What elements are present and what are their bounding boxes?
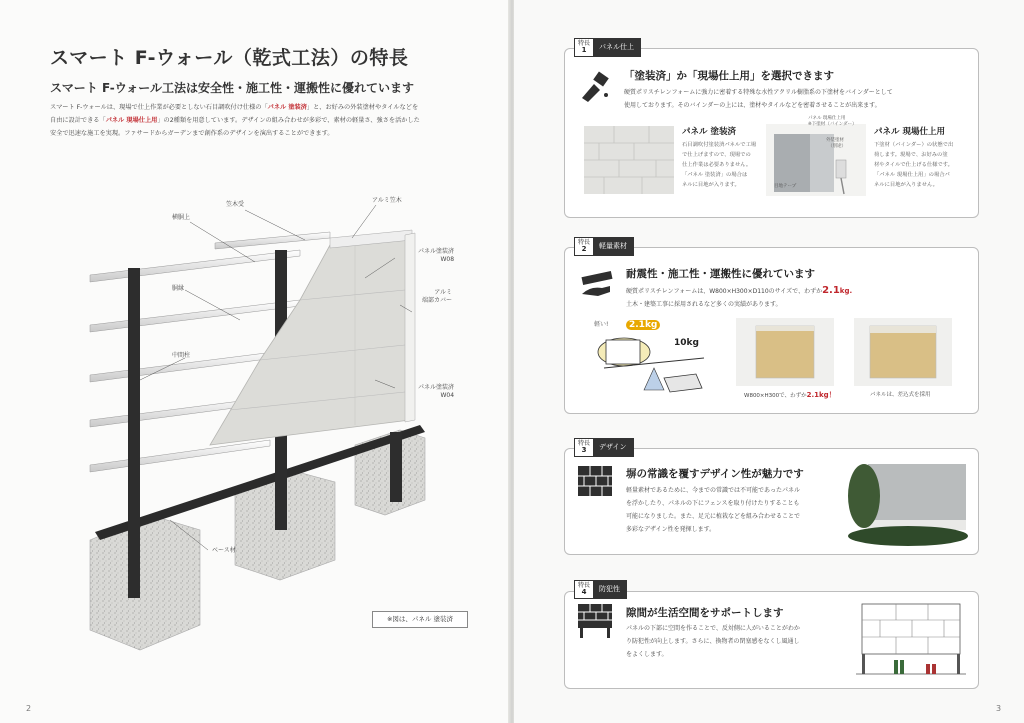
brick-wall-icon bbox=[578, 466, 612, 498]
feature4-body: パネルの下部に空間を作ることで、反対側に人がいることがわか り防犯性が向上します。さらに、換物者の閉塞感をなくし風通し をよくします。 bbox=[626, 625, 800, 658]
img-label-site-finish: パネル 現場仕上用 bbox=[808, 116, 846, 121]
foam-panel-photo-2 bbox=[854, 318, 952, 386]
garden-wall-photo bbox=[848, 456, 972, 548]
painted-panel-photo bbox=[584, 126, 674, 194]
feature4-heading: 隙間が生活空間をサポートします bbox=[626, 607, 784, 619]
left-page bbox=[0, 0, 510, 723]
intro-paragraph: スマート F-ウォールは、現場で仕上作業が必要としない石目調吹付け仕様の「パネル 塗装済」と、お好みの外装塗材やタイルなどを 自由に設計できる「パネル 現場仕上用」の2種類を用意しています。デザインの組み合わせが多彩で、素材の軽量さ、強さを活かした 安全で迅速な施工を実現。ファサードからガーデンまで創作系のデザインを演出することができます。 bbox=[50, 104, 420, 137]
feature-badge-3: 特長 3 デザイン bbox=[574, 438, 634, 457]
page-subtitle: スマート F-ウォール工法は安全性・施工性・運搬性に優れています bbox=[50, 81, 415, 95]
illus-weight-heavy: 10kg bbox=[674, 338, 699, 348]
callout-base: ベース材 bbox=[212, 547, 236, 554]
sub-panel-painted-body: 石目調吹付塗装済パネルで工場 で仕上げますので、現場での 仕上作業は必要ありません。 「パネル 塗装済」の場合は ネルに目地が入ります。 bbox=[682, 142, 757, 188]
feature3-body: 軽量素材であるために、今までの常識では不可能であったパネル を浮かしたり、パネルの下にフェンスを取り付けたりすることも 可能になりました。また、足元に植栽などを組み合わせることで 多彩なデザイン性を発揮します。 bbox=[626, 487, 801, 533]
foam-panel-photo-1 bbox=[736, 318, 834, 386]
sub-panel-site-title: パネル 現場仕上用 bbox=[874, 127, 945, 137]
feature1-body: 硬質ポリスチレンフォームに強力に密着する特殊な水性アクリル樹脂系の下塗材をバインダーとして 使用しております。そのバインダーの上には、塗材やタイルなどを密着させることが出来ます。 bbox=[624, 89, 893, 109]
security-gap-illustration bbox=[856, 598, 966, 680]
callout-aluminum-cover: アルミ 端部カバー bbox=[422, 289, 453, 304]
feature-badge-1: 特長 1 パネル仕上 bbox=[574, 38, 641, 57]
callout-yoko-dobuchi: 横胴上 bbox=[172, 214, 191, 221]
caption-insert-type: パネルは、差込式を採用 bbox=[870, 392, 931, 398]
illus-weight-light: 2.1kg bbox=[626, 320, 660, 330]
paint-brush-icon bbox=[578, 70, 612, 104]
callout-aluminum-kasagi: アルミ笠木 bbox=[372, 197, 402, 204]
feature2-body: 硬質ポリスチレンフォームは、W800×H300×D110のサイズで、わずか2.1kg. 土木・建築工事に採用されるなど多くの実績があります。 bbox=[626, 285, 853, 308]
sub-panel-site-body: 下塗材（バインダー）の状態で出 荷します。現場で、お好みの塗 材やタイルで仕上げる仕様です。 「パネル 現場仕上用」の場合パ ネルに目地が入りません。 bbox=[874, 142, 954, 188]
img-label-separate: （別途） bbox=[828, 144, 846, 149]
img-label-outer-coat: 外装塗材 bbox=[826, 138, 844, 143]
wall-gap-icon bbox=[578, 604, 612, 638]
callout-dobuchi: 胴縁 bbox=[172, 285, 185, 292]
hand-lifting-icon bbox=[580, 270, 614, 300]
img-label-joint-tape: 目地テープ bbox=[774, 184, 797, 189]
figure-note: ※図は、パネル 塗装済 bbox=[372, 611, 468, 628]
feature3-heading: 塀の常識を覆すデザイン性が魅力です bbox=[626, 468, 804, 480]
img-label-binder: ※下塗材（バインダー） bbox=[808, 122, 857, 127]
illus-light-label: 軽い! bbox=[594, 321, 609, 328]
caption-weight: W800×H300で、わずか2.1kg！ bbox=[744, 391, 836, 399]
callout-chukanbashira: 中間柱 bbox=[172, 352, 191, 359]
callout-panel-w08: パネル塗装済 W08 bbox=[418, 248, 455, 263]
callout-panel-w04: パネル塗装済 W04 bbox=[418, 384, 455, 399]
feature-badge-2: 特長 2 軽量素材 bbox=[574, 237, 634, 256]
callout-kasagi-uke: 笠木受 bbox=[226, 201, 245, 208]
right-page bbox=[514, 0, 1024, 723]
feature-badge-4: 特長 4 防犯性 bbox=[574, 580, 627, 599]
feature1-heading: 「塗装済」か「現場仕上用」を選択できます bbox=[624, 70, 834, 82]
page-number-left: 2 bbox=[26, 704, 32, 713]
page-title: スマート F-ウォール（乾式工法）の特長 bbox=[50, 47, 409, 69]
sub-panel-painted-title: パネル 塗装済 bbox=[682, 127, 736, 137]
page-number-right: 3 bbox=[996, 704, 1002, 713]
feature2-heading: 耐震性・施工性・運搬性に優れています bbox=[626, 268, 815, 280]
